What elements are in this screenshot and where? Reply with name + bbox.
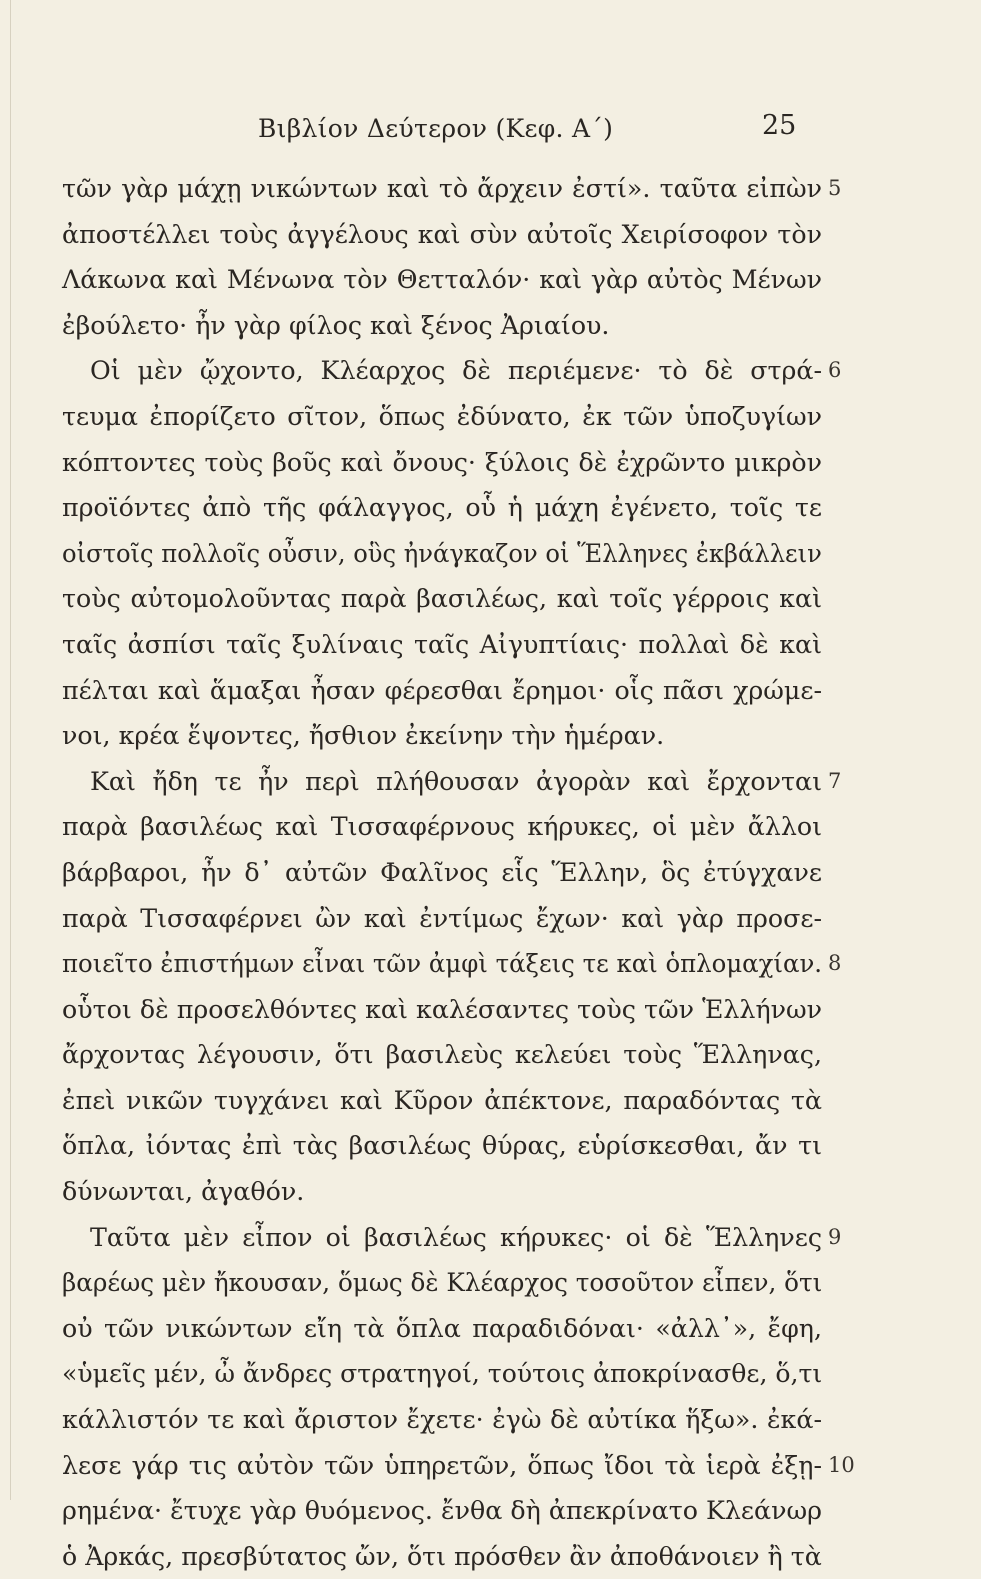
text-line <box>62 1351 822 1397</box>
line-text: «ὑμεῖς μέν, ὦ ἄνδρες στρατηγοί, τούτοις ἀποκρίνασθε, ὅ,τι <box>62 1359 823 1389</box>
text-line <box>62 1123 822 1169</box>
line-text: οὗτοι δὲ προσελθόντες καὶ καλέσαντες τοὺς τῶν Ἑλλήνων <box>62 994 822 1024</box>
line-text: ταῖς ἀσπίσι ταῖς ξυλίναις ταῖς Αἰγυπτίαις· πολλαὶ δὲ καὶ <box>62 629 822 659</box>
text-line <box>62 440 822 486</box>
text-line <box>62 166 842 212</box>
section-number: 6 <box>828 358 842 383</box>
running-head: Βιβλίον Δεύτερον (Κεφ. Α΄) <box>258 114 614 143</box>
text-line <box>62 1443 855 1489</box>
line-text: ὅπλα, ἰόντας ἐπὶ τὰς βασιλέως θύρας, εὑρίσκεσθαι, ἄν τι <box>62 1131 822 1161</box>
line-text: ὁ Ἀρκάς, πρεσβύτατος ὤν, ὅτι πρόσθεν ἂν ἀποθάνοιεν ἢ τὰ <box>62 1541 822 1571</box>
text-line <box>62 1306 822 1352</box>
text-line <box>62 212 822 258</box>
text-line <box>62 850 822 896</box>
text-line <box>62 1078 822 1124</box>
line-text: νοι, κρέα ἕψοντες, ἤσθιον ἐκείνην τὴν ἡμέραν. <box>62 721 665 751</box>
text-line <box>62 759 842 805</box>
text-line <box>62 394 822 440</box>
text-line <box>62 531 822 577</box>
text-line <box>62 1215 842 1261</box>
section-number: 7 <box>828 768 842 793</box>
line-text: παρὰ βασιλέως καὶ Τισσαφέρνους κήρυκες, οἱ μὲν ἄλλοι <box>62 812 822 842</box>
text-line <box>62 303 822 349</box>
page-number: 25 <box>762 110 797 141</box>
section-number: 10 <box>828 1452 855 1477</box>
line-text: τευμα ἐπορίζετο σῖτον, ὅπως ἐδύνατο, ἐκ τῶν ὑποζυγίων <box>62 401 822 431</box>
line-text: κάλλιστόν τε καὶ ἄριστον ἔχετε· ἐγὼ δὲ αὐτίκα ἥξω». ἐκά- <box>62 1405 822 1435</box>
line-text: κόπτοντες τοὺς βοῦς καὶ ὄνους· ξύλοις δὲ ἐχρῶντο μικρὸν <box>62 447 822 477</box>
text-line <box>62 576 822 622</box>
line-text: ἀποστέλλει τοὺς ἀγγέλους καὶ σὺν αὐτοῖς Χειρίσοφον τὸν <box>62 219 822 249</box>
line-text: λεσε γάρ τις αὐτὸν τῶν ὑπηρετῶν, ὅπως ἴδοι τὰ ἱερὰ ἐξῃ- <box>62 1450 822 1480</box>
page-edge-line <box>10 0 11 1500</box>
text-line <box>62 485 822 531</box>
section-number: 9 <box>828 1224 842 1249</box>
section-number: 8 <box>828 951 842 976</box>
line-text: Καὶ ἤδη τε ἦν περὶ πλήθουσαν ἀγορὰν καὶ ἔρχονται <box>90 766 822 796</box>
line-text: βάρβαροι, ἦν δ᾽ αὐτῶν Φαλῖνος εἷς Ἕλλην, ὃς ἐτύγχανε <box>62 857 822 887</box>
text-line <box>62 668 822 714</box>
text-line <box>62 941 842 987</box>
line-text: ἄρχοντας λέγουσιν, ὅτι βασιλεὺς κελεύει τοὺς Ἕλληνας, <box>62 1040 822 1070</box>
line-text: Λάκωνα καὶ Μένωνα τὸν Θετταλόν· καὶ γὰρ αὐτὸς Μένων <box>62 265 822 295</box>
text-line <box>62 1169 822 1215</box>
text-line <box>62 1534 822 1579</box>
text-line <box>62 1260 822 1306</box>
line-text: τοὺς αὐτομολοῦντας παρὰ βασιλέως, καὶ τοῖς γέρροις καὶ <box>62 584 822 614</box>
body-text <box>62 166 855 1579</box>
text-line <box>62 1488 822 1534</box>
text-line <box>62 713 822 759</box>
section-number: 5 <box>828 176 842 200</box>
text-line <box>62 1397 822 1443</box>
text-line <box>62 896 822 942</box>
text-line <box>62 1032 822 1078</box>
line-text: ἐβούλετο· ἦν γὰρ φίλος καὶ ξένος Ἀριαίου. <box>62 310 610 340</box>
text-line <box>62 804 822 850</box>
line-text: οἰστοῖς πολλοῖς οὖσιν, οὓς ἠνάγκαζον οἱ Ἕλληνες ἐκβάλλειν <box>62 538 822 568</box>
line-text: πέλται καὶ ἅμαξαι ἦσαν φέρεσθαι ἔρημοι· οἷς πᾶσι χρώμε- <box>62 675 822 705</box>
line-text: τῶν γὰρ μάχῃ νικώντων καὶ τὸ ἄρχειν ἐστί». ταῦτα εἰπὼν <box>62 174 822 203</box>
line-text: παρὰ Τισσαφέρνει ὢν καὶ ἐντίμως ἔχων· καὶ γὰρ προσε- <box>62 903 822 933</box>
line-text: Ταῦτα μὲν εἶπον οἱ βασιλέως κήρυκες· οἱ δὲ Ἕλληνες <box>90 1222 822 1252</box>
line-text: ποιεῖτο ἐπιστήμων εἶναι τῶν ἀμφὶ τάξεις τε καὶ ὁπλομαχίαν. <box>62 949 823 979</box>
line-text: ἐπεὶ νικῶν τυγχάνει καὶ Κῦρον ἀπέκτονε, παραδόντας τὰ <box>62 1085 822 1115</box>
line-text: βαρέως μὲν ἤκουσαν, ὅμως δὲ Κλέαρχος τοσοῦτον εἶπεν, ὅτι <box>62 1268 823 1298</box>
line-text: ρημένα· ἔτυχε γὰρ θυόμενος. ἔνθα δὴ ἀπεκρίνατο Κλεάνωρ <box>62 1496 822 1526</box>
line-text: δύνωνται, ἀγαθόν. <box>62 1177 305 1207</box>
line-text: οὐ τῶν νικώντων εἴη τὰ ὅπλα παραδιδόναι· «ἀλλ᾽», ἔφη, <box>62 1313 822 1343</box>
line-text: Οἱ μὲν ᾤχοντο, Κλέαρχος δὲ περιέμενε· τὸ δὲ στρά- <box>90 356 822 386</box>
text-line <box>62 257 822 303</box>
text-line <box>62 348 842 394</box>
line-text: προϊόντες ἀπὸ τῆς φάλαγγος, οὗ ἡ μάχη ἐγένετο, τοῖς τε <box>62 493 822 523</box>
text-line <box>62 987 822 1033</box>
text-line <box>62 622 822 668</box>
